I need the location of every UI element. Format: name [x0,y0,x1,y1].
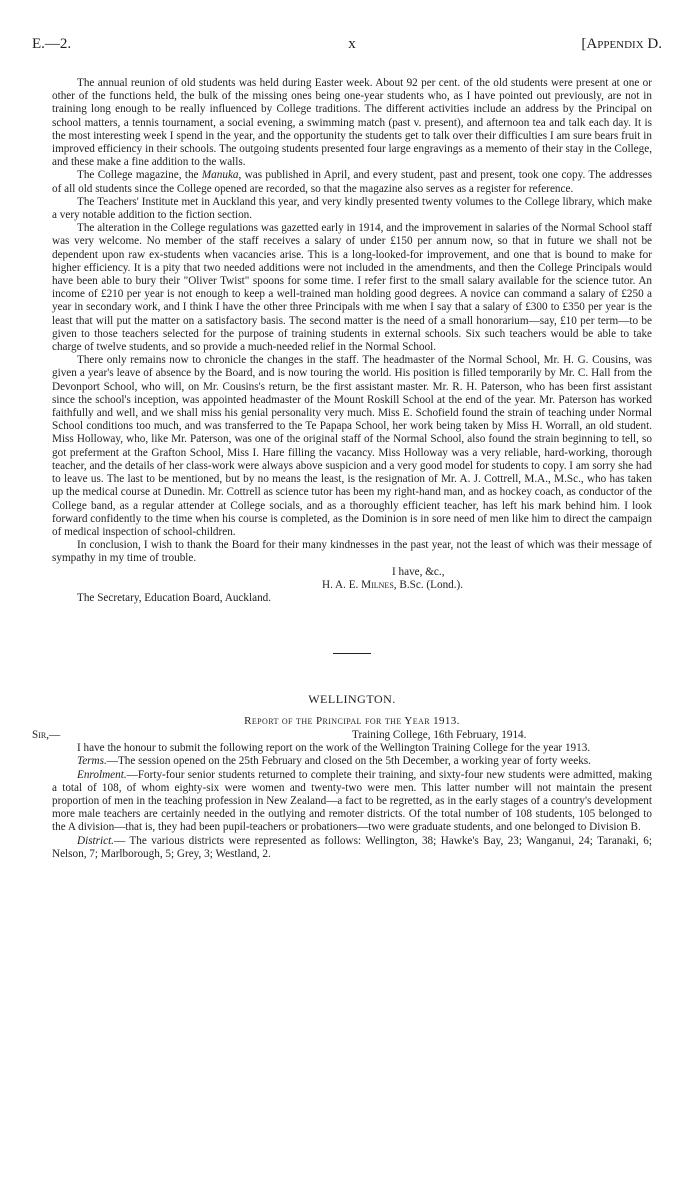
magazine-name: Manuka [201,169,239,182]
header-page-number: x [348,36,356,52]
terms-text: —The session opened on the 25th February and closed on the 5th December, a working year of forty weeks. [106,755,591,768]
page-header [32,36,662,58]
report-title: Report of the Principal for the Year 1913. [244,715,460,728]
document-page [32,36,662,861]
section-divider [333,653,371,654]
paragraph-reunion: The annual reunion of old students was held during Easter week. About 92 per cent. of the old students were present at one or other of the functions held, the bulk of the missing ones being one-year students who, as I have pointed out previously, are not in training long enough to be really influenced by College traditions. The different activities include an address by the Principal on school matters, a tennis tournament, a social evening, a swimming match (past v. present), and afternoon tea and talk each day. It is the most interesting week I spend in the year, and the opportunity the students get to talk over their difficulties I am sure bears fruit in improved efficiency in their schools. The outgoing students presented four large engravings as a memento of their stay in the College, and these make a fine addition to the walls. [52,77,652,169]
district-label: District. [77,834,114,847]
paragraph-district [52,835,652,861]
signature-surname: Milnes [361,578,394,591]
paragraph-magazine: The College magazine, the Manuka, was published in April, and every student, past and present, took one copy. The addresses of all old students since the College opened are recorded, so that the magazine also serves as a register for reference. [52,169,652,195]
paragraph-staff-changes: There only remains now to chronicle the changes in the staff. The headmaster of the Normal School, Mr. H. G. Cousins, was given a year's leave of absence by the Board, and is now touring the world. His position is filled temporarily by Mr. C. Hall from the Devonport School, who will, on Mr. Cousins's return, be the first assistant master. Mr. R. H. Paterson, who has been first assistant since the school's inception, was appointed headmaster of the Mount Roskill School at the end of the year. Mr. Paterson has worked faithfully and well, and we shall miss his genial personality very much. Miss E. Schofield found the strain of teaching under Normal School conditions too much, and was transferred to the Te Papapa School, her work being taken by Miss H. Worrall, an old student. Miss Holloway, who, like Mr. Paterson, was one of the original staff of the Normal School, also found the strain beginning to tell, so got preferment at the Grafton School, Miss I. Hare filling the vacancy. Miss Holloway was a very reliable, hard-working, thorough teacher, and the details of her class-work were always above suspicion and a very good model for students to copy. I am sorry she had to leave us. The last to be mentioned, but by no means the least, is the resignation of Mr. A. J. Cottrell, M.A., M.Sc., who has taken up the medical course at Dunedin. Mr. Cottrell as science tutor has been my right-hand man, and as hockey coach, as conductor of the College band, as a regular attender at College socials, and as a thoroughly efficient teacher, has left his mark behind him. I look forward confidently to the time when his course is completed, as the Dominion is in sore need of men like him to direct the campaign of medical inspection of school-children. [52,354,652,538]
place-date: Training College, 16th February, 1914. [352,729,527,742]
salutation: Sir,— [32,729,61,742]
paragraph-institute: The Teachers' Institute met in Auckland this year, and very kindly presented twenty volumes to the College library, which make a very notable addition to the fiction section. [52,195,652,222]
enrolment-label: Enrolment. [77,768,127,781]
enrolment-text: —Forty-four senior students returned to complete their training, and sixty-four new students were admitted, making a total of 108, of whom eighty-six were women and twenty-two were men. This latter number will not maintain the present proportion of men in the teaching profession in New Zealand—a fact to be regretted, as in the early stages of a country's development more male teachers are certainly needed in the outlying and remoter districts. Of the total number of 108 students, 105 belonged to the A division—that is, they had been pupil-teachers or probationers—two were graduate students, and one belonged to Division B. [52,768,652,834]
salutation-line [32,729,652,742]
paragraph-regulations: The alteration in the College regulations was gazetted early in 1914, and the improvement in salaries of the Normal School staff was very welcome. No member of the staff receives a salary of under £150 per annum now, so that in future we shall not be dependent upon raw ex-students when vacancies arise. This is a long-looked-for improvement, and one that is bound to make for higher efficiency. It is a pity that two needed additions were not included in the amendments, and then the College Principals would have been able to bury their "Oliver Twist" spoons for some time. I refer first to the small salary available for the science tutor. An income of £210 per year is not enough to keep a well-trained man holding good degrees. A novice can command a salary of £250 a year in secondary work, and I think I have the other three Principals with me when I say that a salary of £300 to £350 per year is the least that will put the matter on a satisfactory basis. The second matter is the need of a small honorarium—say, £10 per term—to be given to those teachers selected for the purpose of training students in external schools. Six such teachers would be able to take charge of twelve students, and so provide a much-needed relief in the Normal School. [52,222,652,354]
signature-degree: , B.Sc. (Lond.). [393,578,464,591]
addressee: The Secretary, Education Board, Auckland. [77,591,272,604]
paragraph-intro: I have the honour to submit the following report on the work of the Wellington Training College for the year 1913. [77,742,591,755]
terms-label: Terms. [77,755,107,768]
signature-initials: H. A. E. [322,578,359,591]
signature-greeting: I have, &c., [392,565,445,578]
section-title-wellington: WELLINGTON. [308,692,396,707]
paragraph-enrolment [52,769,652,835]
wellington-report-body [52,742,652,861]
paragraph-terms [52,755,652,768]
auckland-report-body [52,77,652,605]
signature-name [52,579,652,592]
header-appendix: [Appendix D. [581,36,662,52]
header-reference: E.—2. [32,36,72,52]
district-text: — The various districts were represented as follows: Wellington, 38; Hawke's Bay, 23; Wanganui, 24; Taranaki, 6; Nelson, 7; Marlborough, 5; Grey, 3; Westland, 2. [52,834,652,860]
paragraph-conclusion: In conclusion, I wish to thank the Board for their many kindnesses in the past year, not the least of which was their message of sympathy in my time of trouble. [52,539,652,565]
